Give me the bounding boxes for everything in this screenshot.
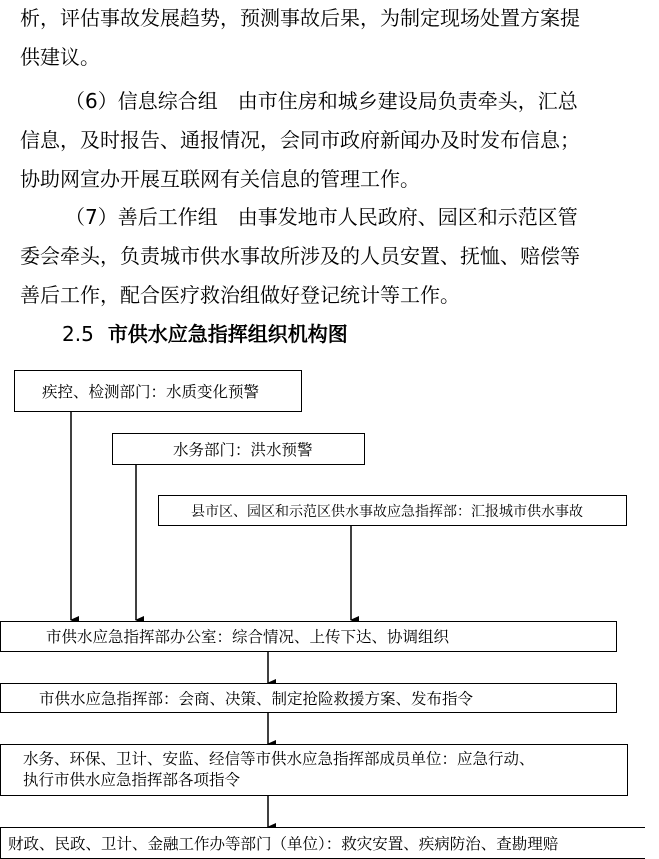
flow-box-label: 财政、民政、卫计、金融工作办等部门（单位）：救灾安置、疾病防治、查勘理赔: [8, 835, 559, 853]
text-line: 供建议。: [20, 45, 100, 69]
text-line: 委会牵头，负责城市供水事故所涉及的人员安置、抚恤、赔偿等: [20, 244, 580, 268]
flow-box-label: 水务、环保、卫计、安监、经信等市供水应急指挥部成员单位：应急行动、: [23, 750, 535, 768]
text-line: 信息，及时报告、通报情况，会同市政府新闻办及时发布信息；: [20, 128, 580, 152]
flow-box-label: 执行市供水应急指挥部各项指令: [23, 771, 241, 789]
section-title: 市供水应急指挥组织机构图: [107, 322, 348, 346]
section-number: 2.5: [62, 322, 94, 346]
flow-box-label: 县市区、园区和示范区供水事故应急指挥部：汇报城市供水事故: [191, 504, 583, 520]
text-line: （6）信息综合组 由市住房和城乡建设局负责牵头，汇总: [65, 89, 578, 113]
text-line: 析，评估事故发展趋势，预测事故后果，为制定现场处置方案提: [20, 6, 580, 30]
flow-box-support-departments: [0, 827, 645, 859]
flow-box-label: 疾控、检测部门：水质变化预警: [42, 383, 260, 401]
text-line: （7）善后工作组 由事发地市人民政府、园区和示范区管: [65, 205, 578, 229]
flow-box-water-affairs: [112, 433, 365, 465]
flow-box-label: 市供水应急指挥部办公室：综合情况、上传下达、协调组织: [46, 628, 450, 646]
flow-box-county-command: [158, 495, 627, 526]
flow-box-command-office: [0, 621, 617, 652]
flow-box-member-units: [0, 744, 628, 796]
flow-box-cdc-warning: [14, 370, 302, 412]
text-line: 协助网宣办开展互联网有关信息的管理工作。: [20, 167, 420, 191]
flow-box-command-hq: [0, 683, 617, 713]
flow-box-label: 市供水应急指挥部：会商、决策、制定抢险救援方案、发布指令: [39, 690, 474, 708]
text-line: 善后工作，配合医疗救治组做好登记统计等工作。: [20, 283, 460, 307]
flow-box-label: 水务部门：洪水预警: [173, 441, 313, 459]
